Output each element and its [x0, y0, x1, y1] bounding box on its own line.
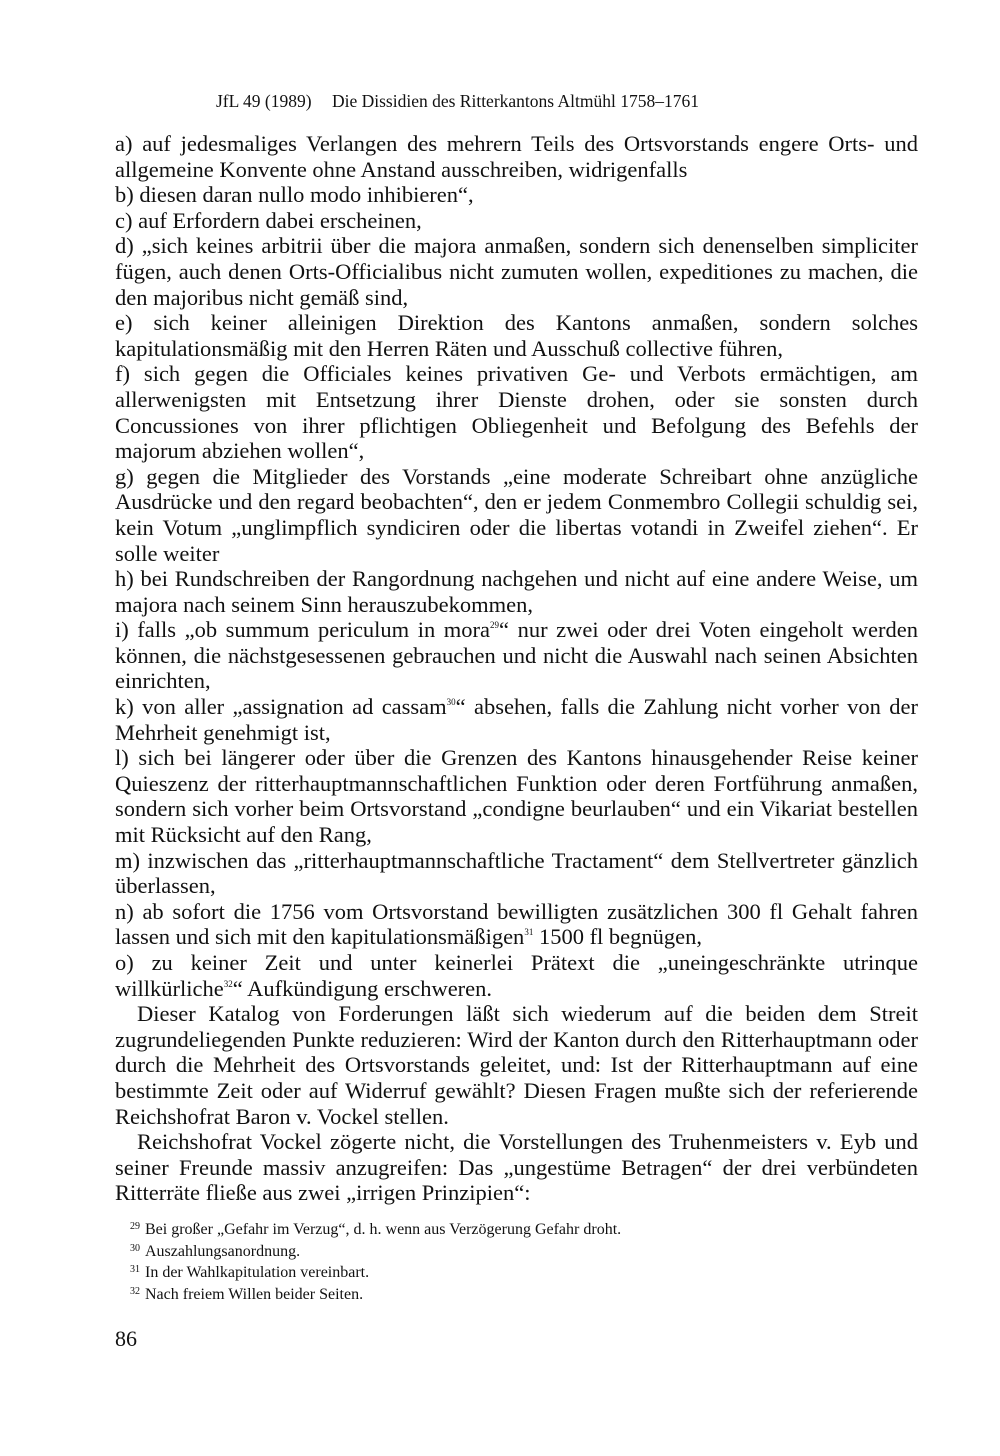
page-number: 86 — [115, 1326, 137, 1351]
paragraph — [115, 182, 918, 208]
footnote-text: In der Wahlkapitulation vereinbart. — [145, 1264, 370, 1281]
paragraph — [115, 848, 918, 899]
paragraph-text: k) von aller „assignation ad cassam — [115, 694, 447, 720]
running-head — [216, 90, 836, 112]
paragraph — [115, 1129, 918, 1206]
paragraph-text: e) sich keiner alleinigen Direktion des Kantons anmaßen, sondern solches kapitulationsmäßig mit den Herren Räten und Ausschuß collective führen, — [115, 310, 918, 361]
journal-citation: JfL 49 (1989) — [216, 91, 312, 111]
footnote — [130, 1283, 890, 1305]
paragraph-text: “ absehen, falls die Zahlung nicht vorher von der Mehrheit genehmigt ist, — [115, 694, 918, 745]
paragraph — [115, 899, 918, 950]
footnote — [130, 1240, 890, 1262]
paragraph-text: a) auf jedesmaliges Verlangen des mehrern Teils des Ortsvorstands engere Orts- und allgemeine Konvente ohne Anstand ausschreiben, widrigenfalls — [115, 131, 918, 182]
paragraph-text: i) falls „ob summum periculum in mora — [115, 617, 491, 643]
footnote-marker: 31 — [524, 927, 534, 938]
paragraph — [115, 361, 918, 463]
footnote-number: 32 — [130, 1285, 140, 1297]
paragraph-text: l) sich bei längerer oder über die Grenzen des Kantons hinausgehender Reise keiner Quieszenz der ritterhauptmannschaftlichen Funktion oder deren Fortführung anmaßen, sondern sich vorher beim Ortsvorstand „condigne beurlauben“ und ein Vikariat bestellen mit Rücksicht auf den Rang, — [115, 745, 918, 848]
footnote-text: Bei großer „Gefahr im Verzug“, d. h. wenn aus Verzögerung Gefahr droht. — [145, 1221, 622, 1238]
paragraph-text: f) sich gegen die Officiales keines privativen Ge- und Verbots ermächtigen, am allerwenigsten mit Entsetzung ihrer Dienste drohen, oder sie sonsten durch Concussiones von ihrer pflichtigen Obliegenheit und Befolgung des Befehls der majorum abziehen wollen“, — [115, 361, 918, 464]
footnote — [130, 1261, 890, 1283]
paragraph — [115, 131, 918, 182]
footnotes — [130, 1218, 890, 1304]
paragraph — [115, 694, 918, 745]
paragraph-text: h) bei Rundschreiben der Rangordnung nachgehen und nicht auf eine andere Weise, um majora nach seinem Sinn herauszubekommen, — [115, 566, 918, 617]
paragraph — [115, 950, 918, 1001]
paragraph — [115, 566, 918, 617]
footnote-text: Nach freiem Willen beider Seiten. — [145, 1285, 364, 1303]
paragraph-text: b) diesen daran nullo modo inhibieren“, — [115, 182, 474, 208]
paragraph — [115, 617, 918, 694]
paragraph-text: 1500 fl begnügen, — [533, 924, 703, 950]
paragraph — [115, 1001, 918, 1129]
paragraph-text: g) gegen die Mitglieder des Vorstands „eine moderate Schreibart ohne anzügliche Ausdrücke und den regard beobachten“, den er jedem Conmembro Collegii schuldig sei, kein Votum „unglimpflich syndiciren oder die libertas votandi in Zweifel ziehen“. Er solle weiter — [115, 463, 918, 566]
footnote-number: 29 — [130, 1221, 140, 1232]
footnote-marker: 30 — [446, 697, 456, 708]
footnote — [130, 1218, 890, 1240]
paragraph — [115, 310, 918, 361]
footnote-number: 30 — [130, 1242, 140, 1254]
paragraph-text: Reichshofrat Vockel zögerte nicht, die Vorstellungen des Truhenmeisters v. Eyb und seiner Freunde massiv anzugreifen: Das „ungestüme Betragen“ der drei verbündeten Ritterräte fließe aus zwei „irrigen Prinzipien“: — [115, 1129, 918, 1206]
paragraph-text: c) auf Erfordern dabei erscheinen, — [115, 207, 422, 233]
paragraph — [115, 745, 918, 847]
footnote-marker: 32 — [223, 978, 233, 989]
paragraph-text: Dieser Katalog von Forderungen läßt sich wiederum auf die beiden dem Streit zugrundeliegenden Punkte reduzieren: Wird der Kanton durch den Ritterhauptmann oder durch die Mehrheit des Ortsvorstands geleitet, und: Ist der Ritterhauptmann auf eine bestimmte Zeit oder auf Widerruf gewählt? Diesen Fragen mußte sich der referierende Reichshofrat Baron v. Vockel stellen. — [115, 1001, 918, 1129]
article-title: Die Dissidien des Ritterkantons Altmühl 1758–1761 — [331, 91, 699, 111]
footnote-number: 31 — [130, 1264, 140, 1275]
paragraph — [115, 233, 918, 310]
paragraph-text: “ Aufkündigung erschweren. — [232, 975, 493, 1001]
paragraph-text: m) inzwischen das „ritterhauptmannschaftliche Tractament“ dem Stellvertreter gänzlich überlassen, — [115, 847, 918, 899]
paragraph-text: d) „sich keines arbitrii über die majora anmaßen, sondern sich denenselben simpliciter fügen, auch denen Orts-Officialibus nicht zumuten wollen, expeditiones zu machen, die den majoribus nicht gemäß sind, — [115, 233, 918, 310]
paragraph — [115, 208, 918, 234]
paragraph — [115, 464, 918, 566]
body-text — [115, 131, 918, 1206]
paragraph-text: n) ab sofort die 1756 vom Ortsvorstand bewilligten zusätzlichen 300 fl Gehalt fahren lassen und sich mit den kapitulationsmäßigen — [115, 898, 918, 950]
paragraph-text: “ nur zwei oder drei Voten eingeholt werden können, die nächstgesessenen gebrauchen und nicht die Auswahl nach seinen Absichten einrichten, — [115, 617, 918, 694]
paragraph-text: o) zu keiner Zeit und unter keinerlei Prätext die „uneingeschränkte utrinque willkürliche — [115, 950, 918, 1001]
footnote-marker: 29 — [490, 620, 500, 631]
footnote-text: Auszahlungsanordnung. — [145, 1242, 301, 1260]
